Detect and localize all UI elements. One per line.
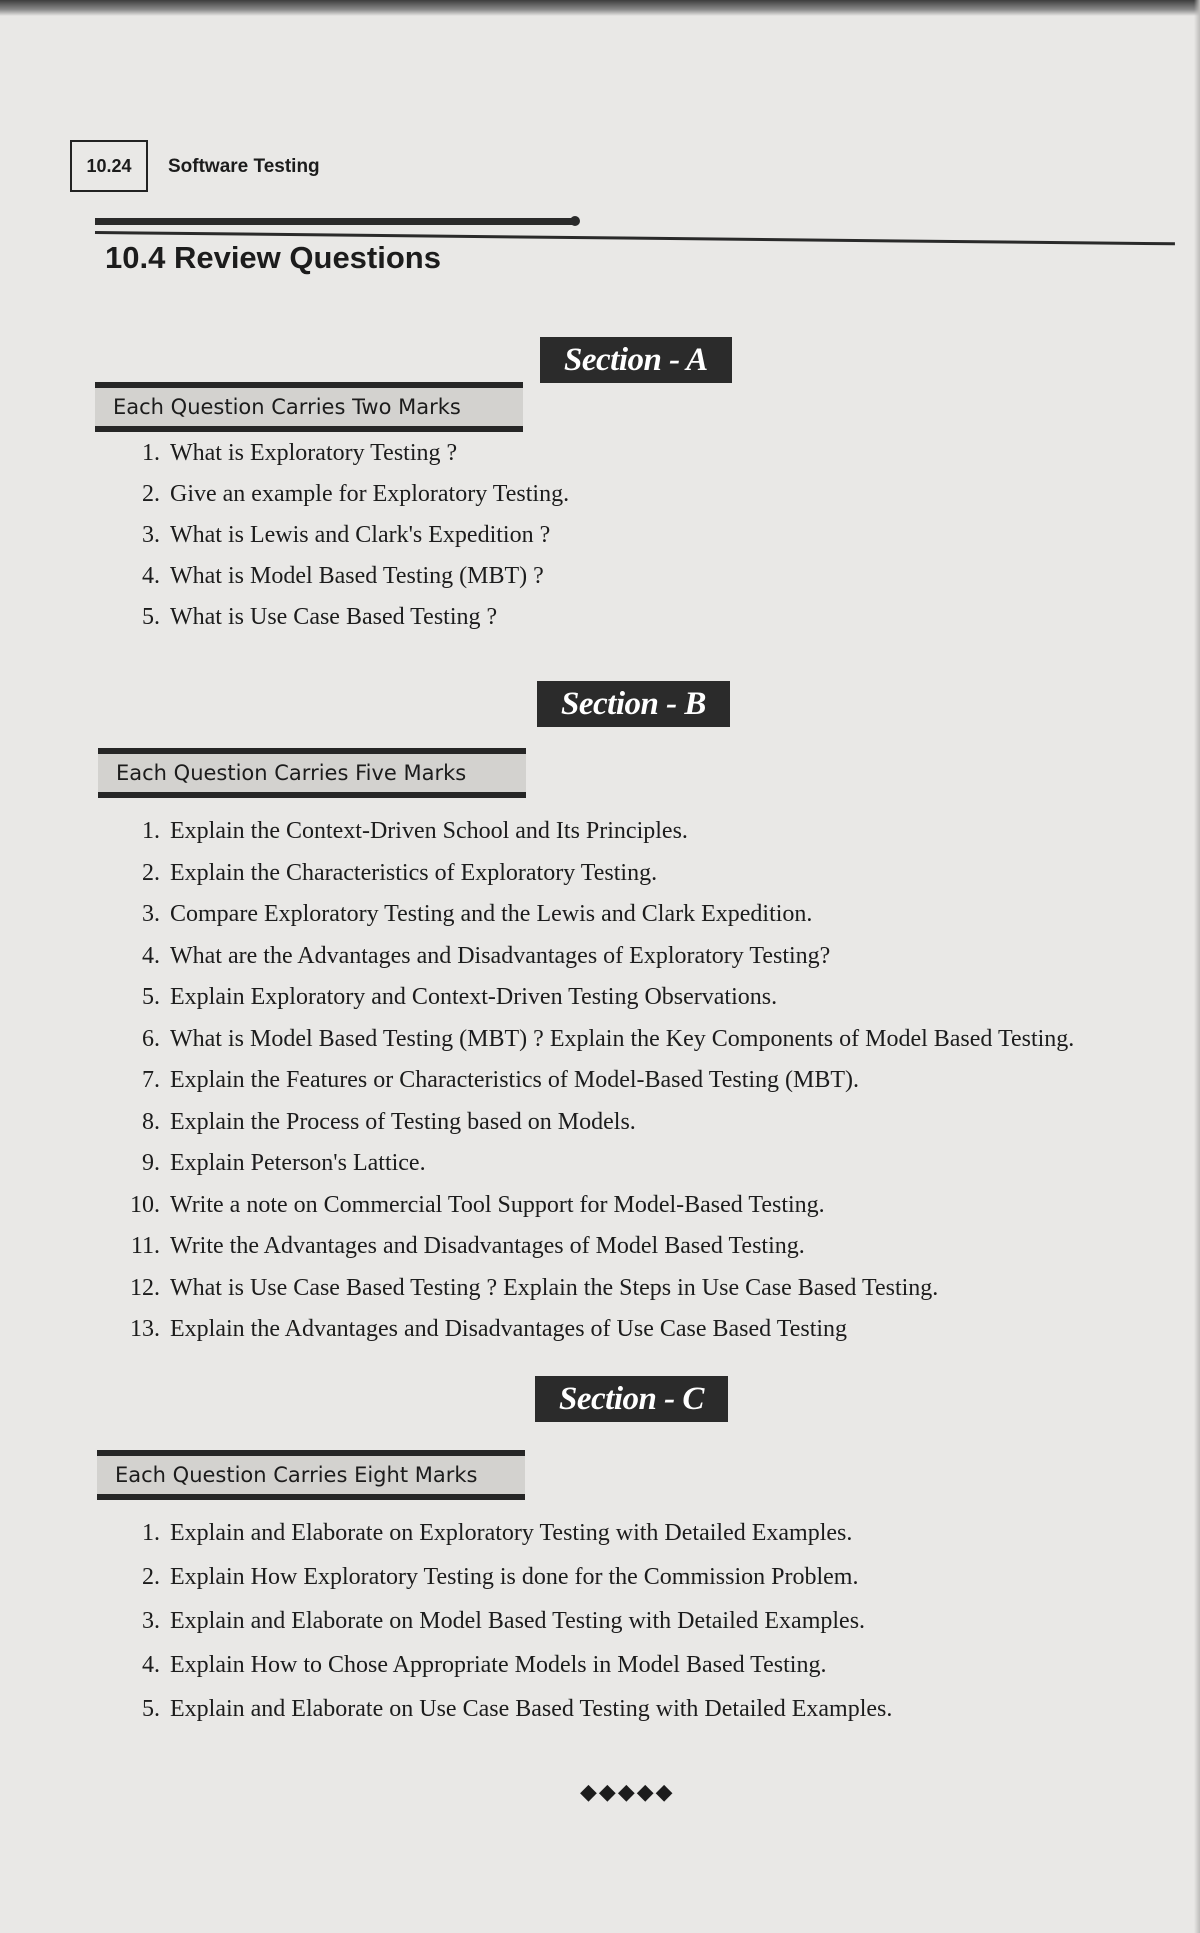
section-c-question-list bbox=[122, 1520, 892, 1740]
running-header bbox=[70, 140, 1170, 194]
list-item: 3. Compare Exploratory Testing and the Lewis and Clark Expedition. bbox=[142, 901, 813, 927]
list-item: 11. Write the Advantages and Disadvantages of Model Based Testing. bbox=[130, 1233, 805, 1259]
list-item: 4. What are the Advantages and Disadvantages of Exploratory Testing? bbox=[142, 942, 831, 969]
page-number: 10.24 bbox=[70, 140, 148, 192]
list-item: 13. Explain the Advantages and Disadvantages of Use Case Based Testing bbox=[130, 1316, 848, 1342]
list-item: 12. What is Use Case Based Testing ? Explain the Steps in Use Case Based Testing. bbox=[130, 1274, 939, 1301]
list-item: 6. What is Model Based Testing (MBT) ? Explain the Key Components of Model Based Testing. bbox=[142, 1025, 1075, 1052]
list-item: 8. Explain the Process of Testing based on Models. bbox=[142, 1108, 636, 1135]
section-b-badge: Section - B bbox=[537, 681, 730, 727]
section-a-badge: Section - A bbox=[540, 337, 732, 383]
section-b-question-list bbox=[122, 818, 1074, 1358]
list-item: 1. Explain the Context-Driven School and Its Principles. bbox=[142, 818, 688, 844]
list-item: 4. Explain How to Chose Appropriate Models in Model Based Testing. bbox=[142, 1652, 827, 1678]
list-item: 3. Explain and Elaborate on Model Based Testing with Detailed Examples. bbox=[142, 1608, 866, 1634]
section-b-subhead: Each Question Carries Five Marks bbox=[98, 748, 526, 798]
list-item: 3. What is Lewis and Clark's Expedition ? bbox=[142, 522, 551, 548]
section-c-subhead: Each Question Carries Eight Marks bbox=[97, 1450, 525, 1500]
list-item: 9. Explain Peterson's Lattice. bbox=[142, 1150, 426, 1176]
list-item: 2. Explain How Exploratory Testing is done for the Commission Problem. bbox=[142, 1564, 859, 1590]
book-title: Software Testing bbox=[168, 156, 320, 177]
section-a-subhead: Each Question Carries Two Marks bbox=[95, 382, 523, 432]
list-item: 5. Explain Exploratory and Context-Driven Testing Observations. bbox=[142, 984, 778, 1010]
chapter-section-heading: 10.4 Review Questions bbox=[105, 240, 441, 275]
list-item: 2. Explain the Characteristics of Exploratory Testing. bbox=[142, 859, 658, 886]
list-item: 5. What is Use Case Based Testing ? bbox=[142, 604, 498, 630]
list-item: 1. What is Exploratory Testing ? bbox=[142, 440, 458, 466]
page-top-shadow bbox=[0, 0, 1200, 16]
list-item: 7. Explain the Features or Characteristics of Model-Based Testing (MBT). bbox=[142, 1067, 860, 1093]
header-rule-dot bbox=[570, 216, 580, 226]
list-item: 4. What is Model Based Testing (MBT) ? bbox=[142, 563, 544, 589]
section-c-badge: Section - C bbox=[535, 1376, 728, 1422]
end-of-chapter-ornament: ◆◆◆◆◆ bbox=[580, 1780, 675, 1805]
list-item: 2. Give an example for Exploratory Testing. bbox=[142, 481, 570, 507]
list-item: 10. Write a note on Commercial Tool Support for Model-Based Testing. bbox=[130, 1191, 825, 1218]
header-rule-thick bbox=[95, 218, 575, 225]
page-right-edge bbox=[1194, 0, 1200, 1933]
list-item: 5. Explain and Elaborate on Use Case Based Testing with Detailed Examples. bbox=[142, 1696, 893, 1722]
section-a-question-list bbox=[122, 440, 569, 645]
list-item: 1. Explain and Elaborate on Exploratory Testing with Detailed Examples. bbox=[142, 1520, 853, 1546]
